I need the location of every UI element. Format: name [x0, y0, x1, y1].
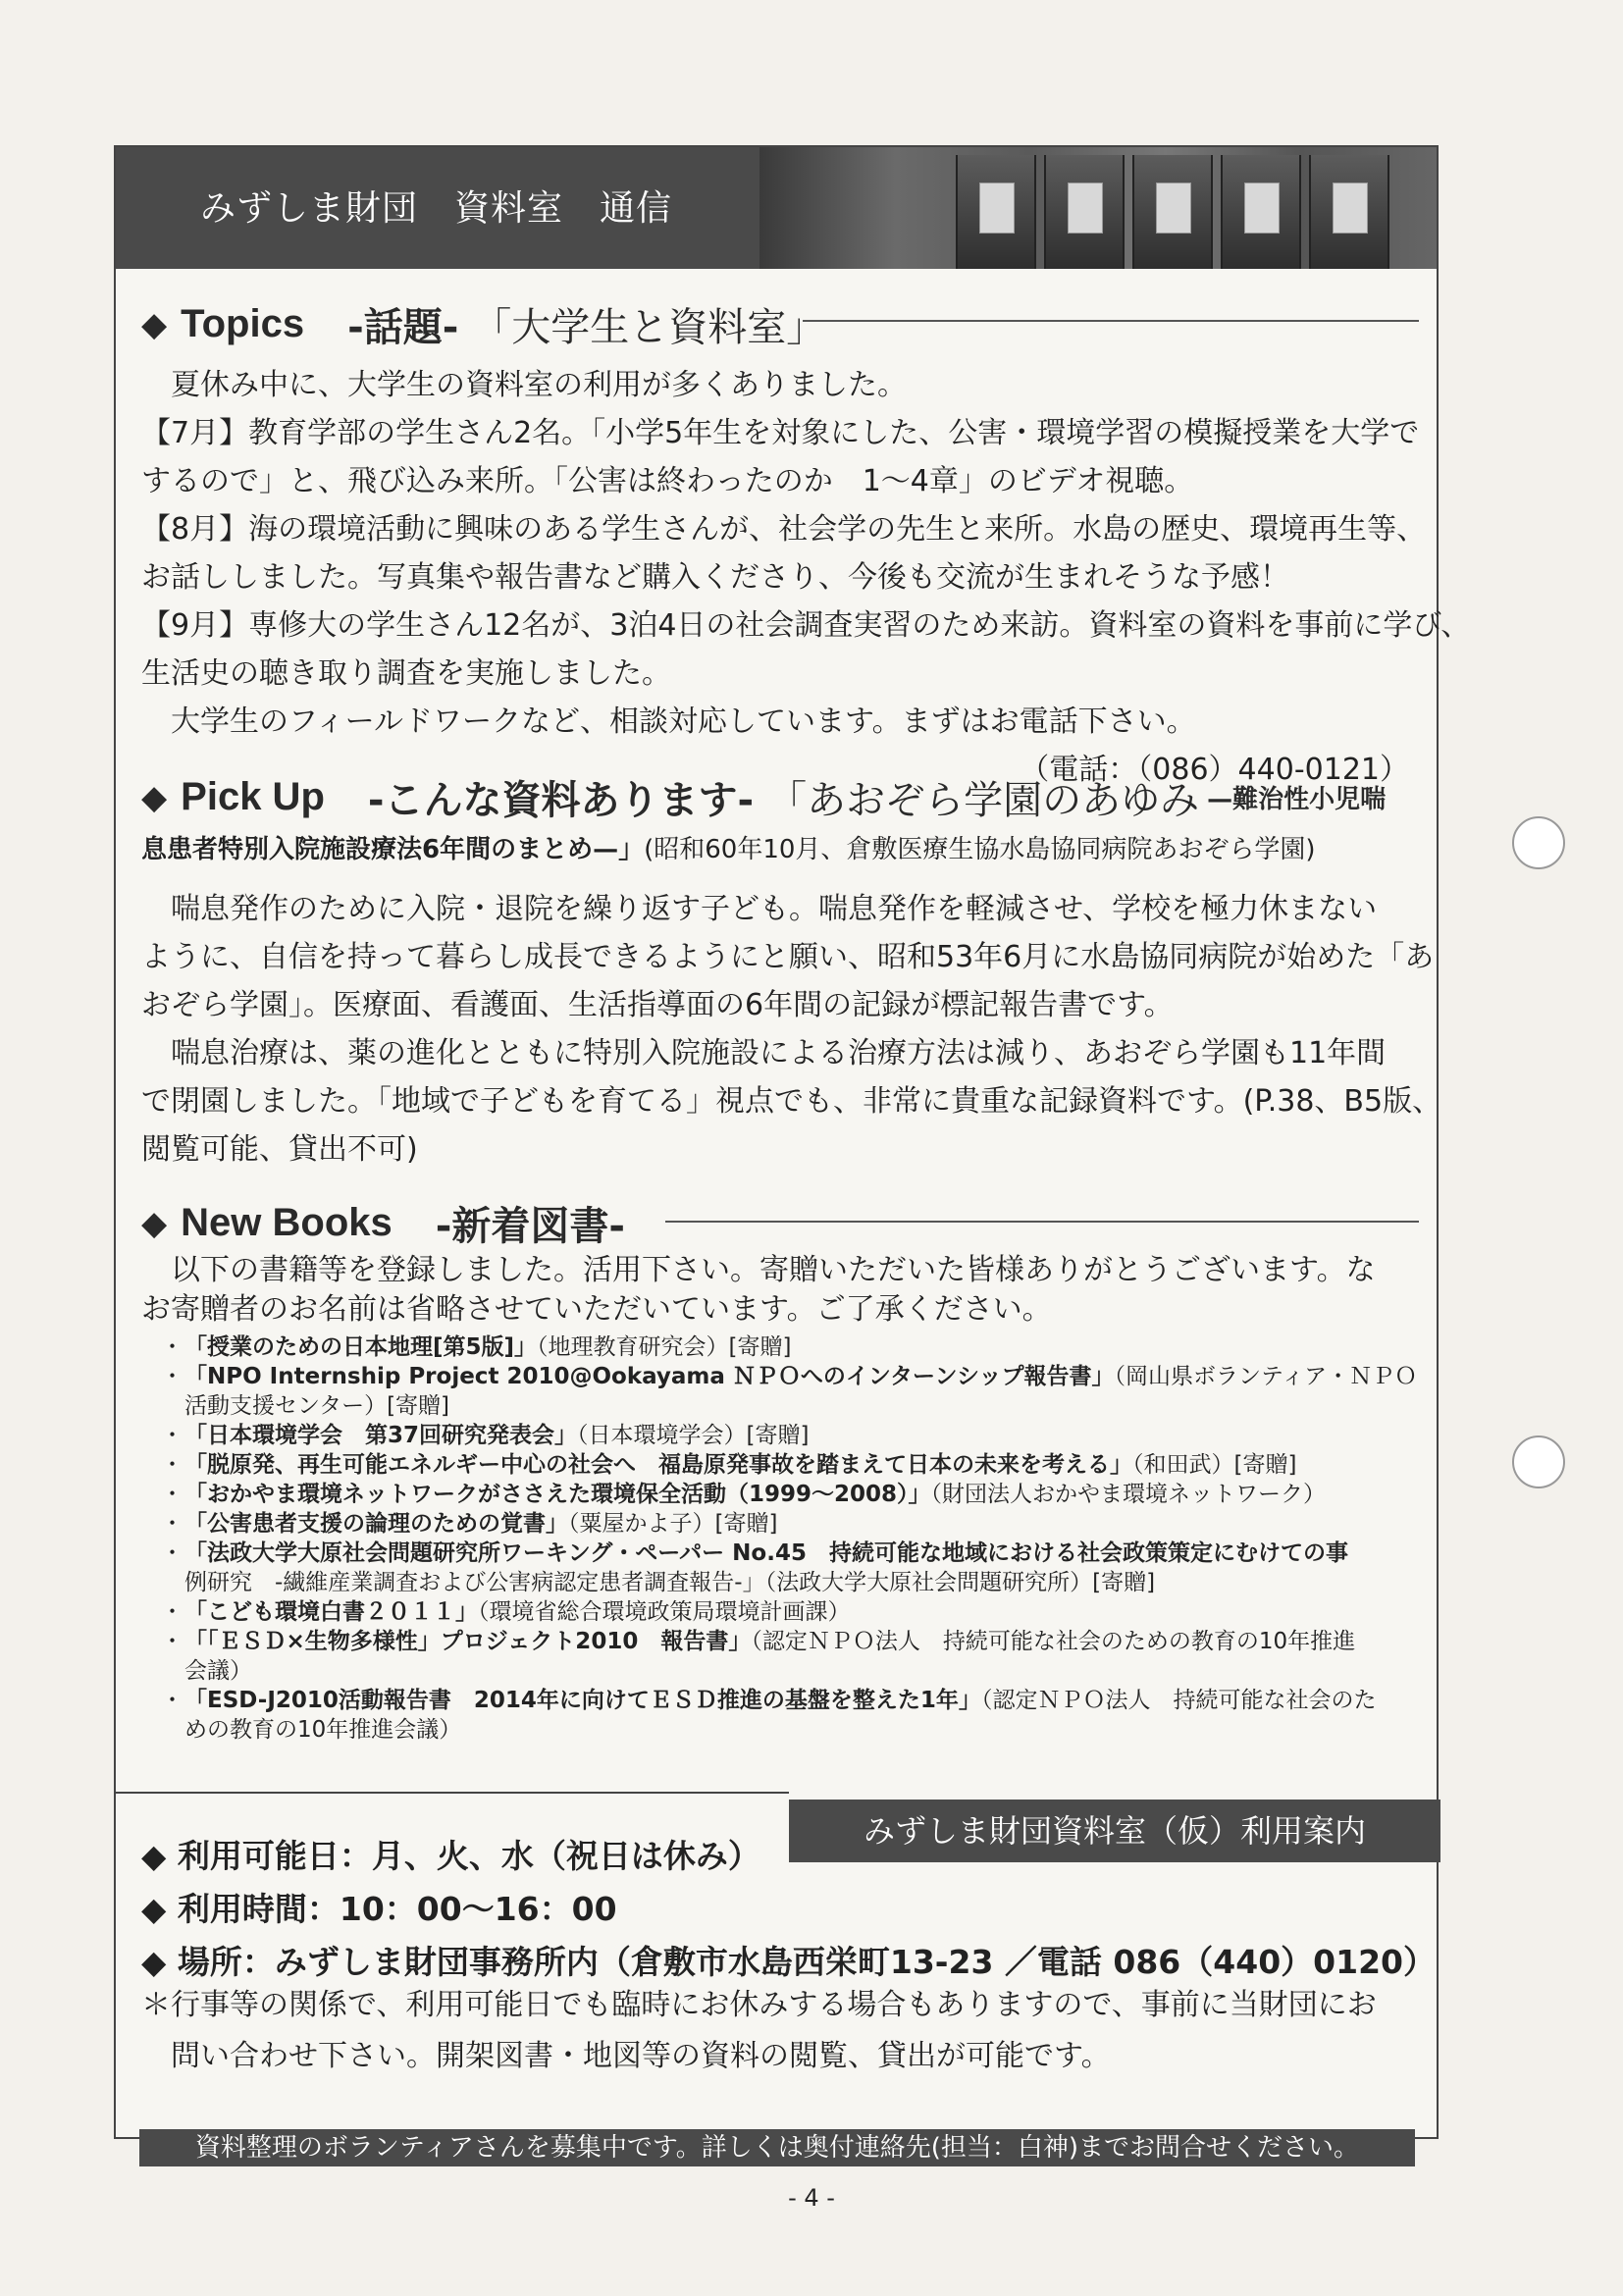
bullet: ・ [161, 1364, 183, 1389]
bullet: ・ [161, 1482, 183, 1507]
guide-title: みずしま財団資料室（仮）利用案内 [789, 1800, 1440, 1862]
topics-line: 【8月】海の環境活動に興味のある学生さんが、社会学の先生と来所。水島の歴史、環境再生等、 [141, 512, 1427, 547]
newbooks-intro: 以下の書籍等を登録しました。活用下さい。寄贈いただいた皆様ありがとうございます。な [171, 1253, 1376, 1287]
bullet: ・ [161, 1599, 183, 1625]
book-item [155, 1480, 1431, 1509]
book-item [155, 1539, 1431, 1568]
book-source: （財団法人おかやま環境ネットワーク） [930, 1482, 1327, 1507]
topics-line: 【9月】専修大の学生さん12名が、3泊4日の社会調査実習のため来訪。資料室の資料を事前に学び、 [141, 608, 1471, 643]
book-title: 「NPO Internship Project 2010@Ookayama ＮＰＯへのインターンシップ報告書」 [184, 1364, 1115, 1389]
book-continuation: 活動支援センター）[寄贈] [184, 1393, 450, 1419]
footer-banner: 資料整理のボランティアさんを募集中です。詳しくは奥付連絡先(担当：白神)までお問合せください。 [139, 2129, 1415, 2166]
bookshelf-photo [759, 147, 1437, 269]
pickup-line: で閉園しました。「地域で子どもを育てる」視点でも、非常に貴重な記録資料です。(P.38、B5版、 [141, 1084, 1442, 1119]
diamond-icon: ◆ [141, 777, 168, 817]
book-source: （粟屋かよ子）[寄贈] [568, 1511, 778, 1537]
topics-phone: （電話：（086）440-0121） [1020, 753, 1409, 787]
topics-heading [141, 296, 825, 352]
topics-line: お話ししました。写真集や報告書など購入くださり、今後も交流が生まれそうな予感！ [141, 560, 1289, 595]
topics-line: 生活史の聴き取り調査を実施しました。 [141, 656, 671, 691]
book-title: 「おかやま環境ネットワークがささえた環境保全活動（1999～2008）」 [184, 1482, 931, 1507]
punch-hole [1512, 1435, 1565, 1488]
book-continuation: 会議） [184, 1658, 252, 1684]
book-title: 「ESD-J2010活動報告書 2014年に向けてＥＳＤ推進の基盤を整えた1年」 [184, 1688, 981, 1713]
page-number: - 4 - [788, 2184, 835, 2212]
topics-jp: -話題- [347, 305, 459, 350]
punch-hole [1512, 816, 1565, 869]
bullet: ・ [161, 1688, 183, 1713]
newbooks-intro: お寄贈者のお名前は省略させていただいています。ご了承ください。 [141, 1292, 1052, 1327]
bullet: ・ [161, 1629, 183, 1654]
bullet: ・ [161, 1511, 183, 1537]
book-title: 「脱原発、再生可能エネルギー中心の社会へ 福島原発事故を踏まえて日本の未来を考える」 [184, 1452, 1132, 1478]
book-source: （岡山県ボランティア・ＮＰＯ [1114, 1364, 1418, 1389]
book-source: （認定ＮＰＯ法人 持続可能な社会のための教育の10年推進 [751, 1629, 1356, 1654]
diamond-icon: ◆ [141, 304, 168, 344]
book-continuation: めの教育の10年推進会議） [184, 1717, 462, 1743]
bullet: ・ [161, 1540, 183, 1566]
newsletter-frame [114, 145, 1471, 2139]
pickup-subtitle: —難治性小児喘 [1207, 785, 1387, 814]
guide-note: ＊行事等の関係で、利用可能日でも臨時にお休みする場合もありますので、事前に当財団にお [141, 1988, 1377, 2022]
pickup-heading [141, 769, 1386, 825]
book-item [155, 1686, 1431, 1715]
book-title: 「こども環境白書２０１１」 [184, 1599, 478, 1625]
book-spine [1132, 155, 1213, 269]
header-bar [116, 147, 1437, 269]
guide-hours: ◆ 利用時間：10：00～16：00 [141, 1890, 617, 1928]
header-title: みずしま財団 資料室 通信 [200, 188, 673, 229]
pickup-source: (昭和60年10月、倉敷医療生協水島協同病院あおぞら学園) [644, 835, 1316, 864]
book-spine [1044, 155, 1125, 269]
newbooks-jp: -新着図書- [435, 1204, 625, 1249]
book-source: （地理教育研究会）[寄贈] [537, 1334, 792, 1360]
guide-place: ◆ 場所：みずしま財団事務所内（倉敷市水島西栄町13-23 ／電話 086（440）0120） [141, 1943, 1437, 1981]
book-source: （日本環境学会）[寄贈] [577, 1423, 810, 1448]
diamond-icon: ◆ [141, 1203, 168, 1243]
bullet: ・ [161, 1423, 183, 1448]
book-item [155, 1362, 1431, 1391]
guide-days: ◆ 利用可能日：月、火、水（祝日は休み） [141, 1837, 760, 1875]
book-source: （和田武）[寄贈] [1132, 1452, 1297, 1478]
pickup-line: ように、自信を持って暮らし成長できるようにと願い、昭和53年6月に水島協同病院が始めた「あ [141, 940, 1435, 974]
newbooks-en: New Books [181, 1201, 393, 1244]
pickup-line: 喘息発作のために入院・退院を繰り返す子ども。喘息発作を軽減させ、学校を極力休まない [171, 892, 1378, 926]
pickup-subtitle-b: 息患者特別入院施設療法6年間のまとめ—」 [141, 835, 645, 864]
newbooks-heading [141, 1195, 625, 1251]
divider [803, 320, 1419, 322]
bullet: ・ [161, 1334, 183, 1360]
book-title: 「法政大学大原社会問題研究所ワーキング・ペーパー No.45 持続可能な地域における社会政策策定にむけての事 [184, 1540, 1348, 1566]
bullet: ・ [161, 1452, 183, 1478]
book-item [155, 1627, 1431, 1656]
book-title: 「日本環境学会 第37回研究発表会」 [184, 1423, 578, 1448]
book-source: （認定ＮＰＯ法人 持続可能な社会のた [980, 1688, 1377, 1713]
book-item [155, 1509, 1431, 1539]
book-source: （環境省総合環境政策局環境計画課） [478, 1599, 851, 1625]
divider [116, 1792, 789, 1794]
pickup-title: 「あおぞら学園のあゆみ [767, 778, 1200, 823]
book-item [155, 1421, 1431, 1450]
pickup-line: 閲覧可能、貸出不可) [141, 1132, 418, 1167]
topics-line: するので」と、飛び込み来所。「公害は終わったのか 1～4章」のビデオ視聴。 [141, 464, 1194, 498]
book-continuation: 例研究 -繊維産業調査および公害病認定患者調査報告-」（法政大学大原社会問題研究所）[寄贈] [184, 1570, 1156, 1595]
book-title: 「「ＥＳＤ×生物多様性」プロジェクト2010 報告書」 [184, 1629, 752, 1654]
book-title: 「授業のための日本地理[第5版]」 [184, 1334, 538, 1360]
book-item [155, 1597, 1431, 1627]
book-item [155, 1332, 1431, 1362]
topics-title: 「大学生と資料室」 [472, 305, 826, 350]
topics-en: Topics [181, 302, 305, 345]
book-spine [956, 155, 1036, 269]
pickup-line: 喘息治療は、薬の進化とともに特別入院施設による治療方法は減り、あおぞら学園も11年間 [171, 1036, 1387, 1070]
pickup-line: おぞら学園」。医療面、看護面、生活指導面の6年間の記録が標記報告書です。 [141, 988, 1174, 1022]
topics-line: 夏休み中に、大学生の資料室の利用が多くありました。 [171, 368, 907, 402]
pickup-subtitle-cont [141, 826, 1316, 874]
book-spine [1309, 155, 1389, 269]
pickup-jp: -こんな資料あります- [367, 778, 755, 823]
book-spine [1221, 155, 1301, 269]
divider [665, 1221, 1419, 1223]
book-list [155, 1332, 1431, 1745]
topics-line: 【7月】教育学部の学生さん2名。「小学5年生を対象にした、公害・環境学習の模擬授業を大学で [141, 416, 1420, 450]
book-item [155, 1450, 1431, 1480]
book-title: 「公害患者支援の論理のための覚書」 [184, 1511, 568, 1537]
guide-note: 問い合わせ下さい。開架図書・地図等の資料の閲覧、貸出が可能です。 [141, 2039, 1111, 2073]
topics-line: 大学生のフィールドワークなど、相談対応しています。まずはお電話下さい。 [171, 704, 1196, 739]
pickup-en: Pick Up [181, 775, 325, 818]
